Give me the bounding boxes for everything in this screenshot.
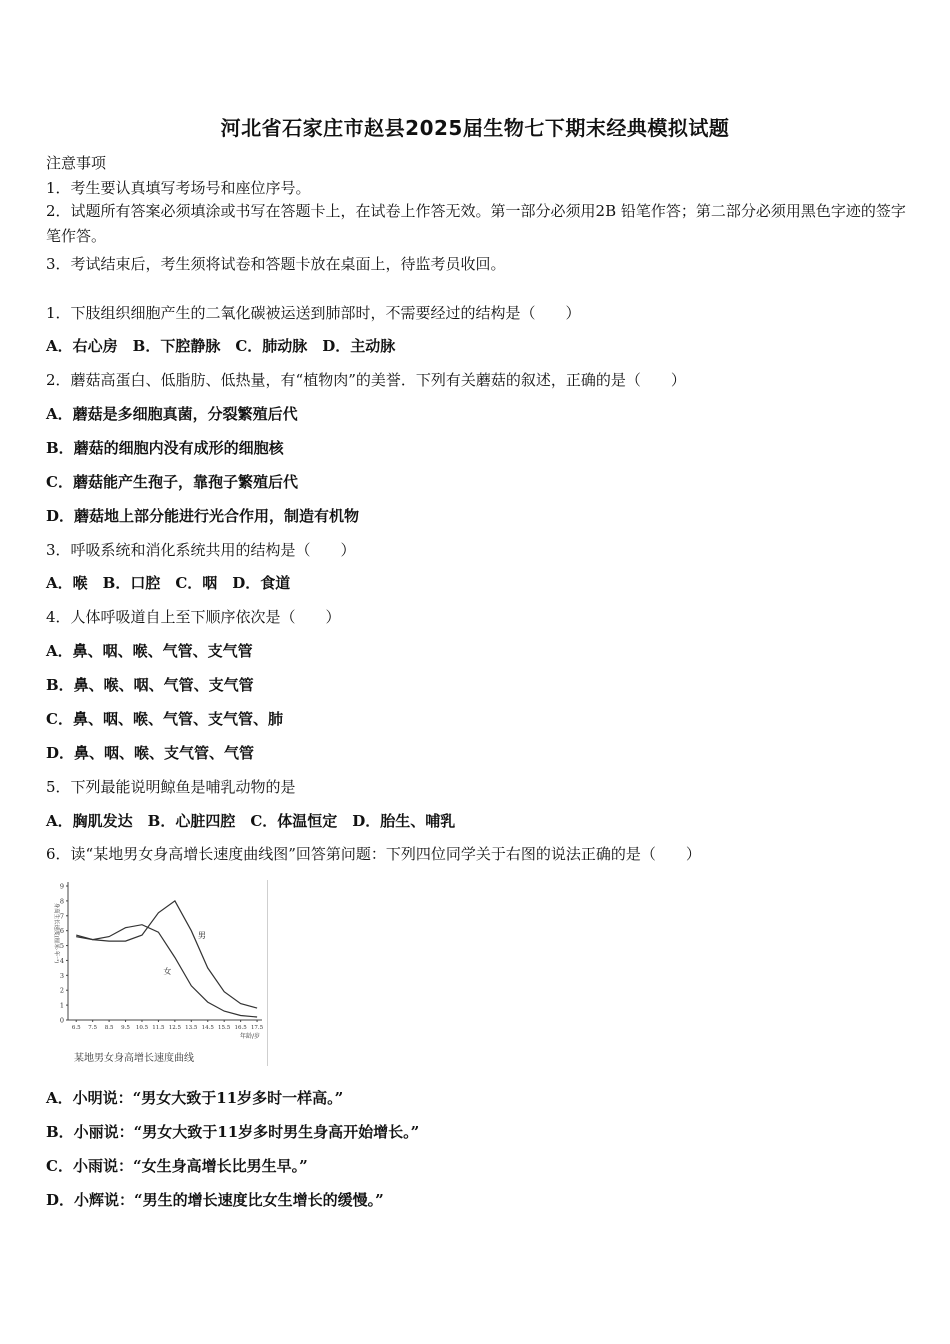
y-tick-label: 9	[59, 882, 64, 891]
question-5-stem: 5．下列最能说明鲸鱼是哺乳动物的是	[46, 778, 296, 796]
question-3-stem: 3．呼吸系统和消化系统共用的结构是（ ）	[46, 541, 356, 559]
y-axis-label: 身高生长速度(厘米·年⁻¹)	[53, 902, 59, 964]
y-tick-label: 3	[59, 971, 64, 980]
series-label-male: 男	[197, 931, 206, 941]
growth-chart	[46, 880, 268, 1066]
question-4-option-c: C．鼻、咽、喉、气管、支气管、肺	[46, 710, 283, 728]
y-tick-label: 1	[59, 1001, 64, 1010]
question-6-option-b: B．小丽说：“男女大致于11岁多时男生身高开始增长。”	[46, 1123, 420, 1141]
question-2-option-a: A．蘑菇是多细胞真菌，分裂繁殖后代	[46, 405, 298, 423]
question-2-option-c: C．蘑菇能产生孢子，靠孢子繁殖后代	[46, 473, 298, 491]
x-tick-label: 6.5	[71, 1025, 81, 1031]
document-title: 河北省石家庄市赵县2025届生物七下期末经典模拟试题	[220, 116, 730, 140]
y-tick-label: 0	[59, 1016, 64, 1025]
y-tick-label: 7	[59, 912, 64, 921]
series-line-male	[76, 901, 257, 1008]
question-3-options: A．喉 B．口腔 C．咽 D．食道	[46, 574, 291, 592]
y-tick-label: 8	[59, 897, 64, 906]
x-tick-label: 12.5	[168, 1025, 181, 1031]
question-1-options: A．右心房 B．下腔静脉 C．肺动脉 D．主动脉	[46, 337, 396, 355]
question-2-option-d: D．蘑菇地上部分能进行光合作用，制造有机物	[46, 507, 360, 525]
question-6-option-c: C．小雨说：“女生身高增长比男生早。”	[46, 1157, 308, 1175]
x-tick-label: 13.5	[185, 1025, 198, 1031]
notice-item-3: 3．考试结束后，考生须将试卷和答题卡放在桌面上，待监考员收回。	[46, 255, 506, 273]
x-tick-label: 8.5	[104, 1025, 114, 1031]
growth-chart-svg	[46, 880, 267, 1048]
notice-item-1: 1．考生要认真填写考场号和座位序号。	[46, 179, 311, 197]
question-4-option-d: D．鼻、咽、喉、支气管、气管	[46, 744, 255, 762]
series-label-female: 女	[163, 966, 172, 976]
question-4-stem: 4．人体呼吸道自上至下顺序依次是（ ）	[46, 608, 341, 626]
question-4-option-a: A．鼻、咽、喉、气管、支气管	[46, 642, 253, 660]
x-tick-label: 15.5	[218, 1025, 231, 1031]
question-1-stem: 1．下肢组织细胞产生的二氧化碳被运送到肺部时，不需要经过的结构是（ ）	[46, 304, 581, 322]
y-tick-label: 4	[59, 956, 64, 965]
x-axis-label: 年龄/岁	[239, 1033, 260, 1040]
question-4-option-b: B．鼻、喉、咽、气管、支气管	[46, 676, 254, 694]
x-tick-label: 10.5	[135, 1025, 149, 1031]
chart-title: 某地男女身高增长速度曲线	[74, 1053, 194, 1064]
question-2-option-b: B．蘑菇的细胞内没有成形的细胞核	[46, 439, 284, 457]
x-tick-label: 14.5	[201, 1025, 214, 1031]
notice-heading: 注意事项	[46, 154, 107, 172]
y-tick-label: 6	[59, 927, 64, 936]
x-tick-label: 17.5	[250, 1025, 264, 1031]
question-6-option-a: A．小明说：“男女大致于11岁多时一样高。”	[46, 1089, 344, 1107]
x-tick-label: 11.5	[152, 1025, 165, 1031]
y-tick-label: 5	[59, 942, 64, 951]
question-6-option-d: D．小辉说：“男生的增长速度比女生增长的缓慢。”	[46, 1191, 384, 1209]
question-5-options: A．胸肌发达 B．心脏四腔 C．体温恒定 D．胎生、哺乳	[46, 812, 456, 830]
x-tick-label: 16.5	[234, 1025, 247, 1031]
x-tick-label: 9.5	[121, 1025, 130, 1031]
question-6-stem: 6．读“某地男女身高增长速度曲线图”回答第问题：下列四位同学关于右图的说法正确的是（ ）	[46, 845, 701, 863]
x-tick-label: 7.5	[88, 1025, 98, 1031]
y-tick-label: 2	[59, 986, 64, 995]
notice-item-2: 2．试题所有答案必须填涂或书写在答题卡上，在试卷上作答无效。第一部分必须用2B 铅笔作答；第二部分必须用黑色字迹的签字笔作答。	[46, 202, 906, 245]
question-2-stem: 2．蘑菇高蛋白、低脂肪、低热量，有“植物肉”的美誉．下列有关蘑菇的叙述，正确的是（ ）	[46, 371, 686, 389]
